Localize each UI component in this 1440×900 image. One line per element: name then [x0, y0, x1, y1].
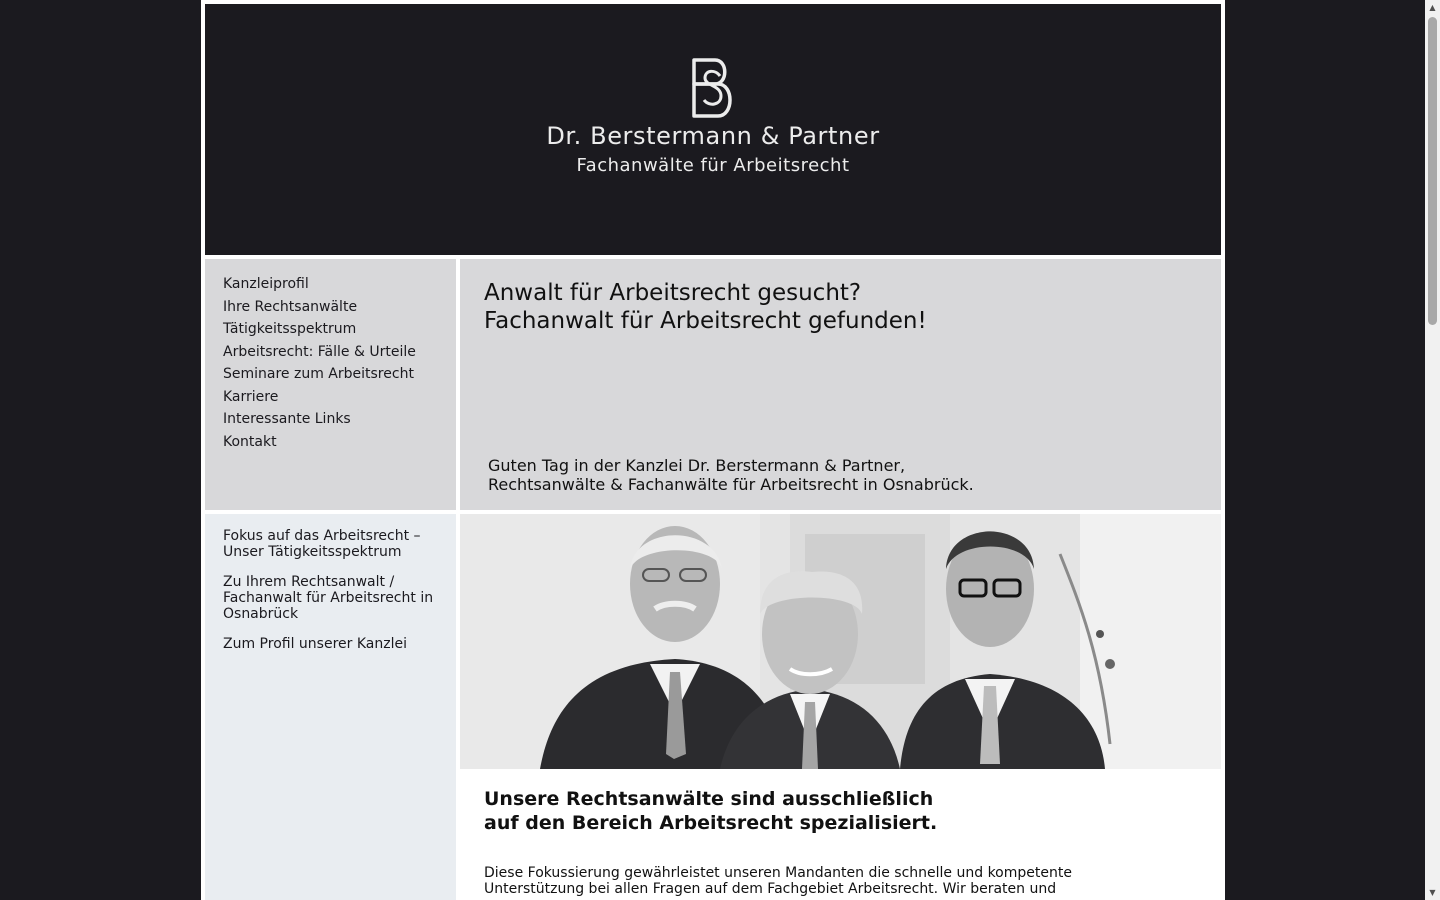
section-paragraph [484, 865, 1072, 897]
intro-panel [460, 259, 1221, 510]
section-heading-line-2: auf den Bereich Arbeitsrecht spezialisiert. [484, 812, 938, 834]
sidebar-links [223, 528, 448, 666]
main-navigation [205, 259, 456, 510]
team-photo [460, 514, 1221, 769]
sidebar-links-panel [205, 514, 456, 900]
section-heading [484, 787, 937, 835]
nav-item-rechtsanwaelte[interactable]: Ihre Rechtsanwälte [223, 298, 358, 315]
paragraph-line-1: Diese Fokussierung gewährleistet unseren Mandanten die schnelle und kompetente [484, 865, 1072, 881]
sidebar-link-line: Fokus auf das Arbeitsrecht – [223, 528, 421, 544]
nav-list [223, 273, 416, 453]
main-content [460, 769, 1221, 900]
nav-item-karriere[interactable]: Karriere [223, 388, 279, 405]
greeting-text [488, 456, 974, 494]
paragraph-line-2: Unterstützung bei allen Fragen auf dem Fachgebiet Arbeitsrecht. Wir beraten und [484, 881, 1057, 897]
sidebar-link-line: Unser Tätigkeitsspektrum [223, 544, 402, 560]
site-header [205, 4, 1221, 255]
sidebar-link-line: Osnabrück [223, 606, 299, 622]
bs-monogram-icon [685, 54, 741, 122]
sidebar-link-taetigkeitsspektrum[interactable] [223, 528, 448, 560]
sidebar-link-kanzleiprofil[interactable] [223, 636, 448, 652]
sidebar-link-line: Zu Ihrem Rechtsanwalt / [223, 574, 395, 590]
nav-item-faelle-urteile[interactable]: Arbeitsrecht: Fälle & Urteile [223, 343, 416, 360]
section-heading-line-1: Unsere Rechtsanwälte sind ausschließlich [484, 788, 934, 810]
sidebar-link-rechtsanwalt[interactable] [223, 574, 448, 622]
nav-item-kanzleiprofil[interactable]: Kanzleiprofil [223, 276, 309, 292]
page-title-line-2: Fachanwalt für Arbeitsrecht gefunden! [484, 308, 927, 334]
vertical-scrollbar[interactable] [1425, 0, 1440, 900]
greeting-line-1: Guten Tag in der Kanzlei Dr. Berstermann & Partner, [488, 456, 906, 475]
team-photo-illustration [460, 514, 1221, 769]
page-title-line-1: Anwalt für Arbeitsrecht gesucht? [484, 280, 862, 306]
nav-item-taetigkeitsspektrum[interactable]: Tätigkeitsspektrum [223, 321, 357, 337]
scrollbar-thumb[interactable] [1428, 17, 1437, 325]
greeting-line-2: Rechtsanwälte & Fachanwälte für Arbeitsrecht in Osnabrück. [488, 475, 974, 494]
nav-item-kontakt[interactable]: Kontakt [223, 433, 277, 450]
page-title [484, 279, 927, 335]
sidebar-link-line: Fachanwalt für Arbeitsrecht in [223, 590, 434, 606]
sidebar-link-line: Zum Profil unserer Kanzlei [223, 636, 407, 652]
page-container [201, 0, 1225, 900]
firm-tagline: Fachanwälte für Arbeitsrecht [576, 155, 850, 176]
firm-name: Dr. Berstermann & Partner [546, 122, 880, 150]
scroll-down-arrow-icon[interactable]: ▼ [1429, 888, 1436, 897]
scroll-up-arrow-icon[interactable]: ▲ [1429, 3, 1436, 12]
nav-item-links[interactable]: Interessante Links [223, 411, 351, 427]
nav-item-seminare[interactable]: Seminare zum Arbeitsrecht [223, 366, 414, 382]
